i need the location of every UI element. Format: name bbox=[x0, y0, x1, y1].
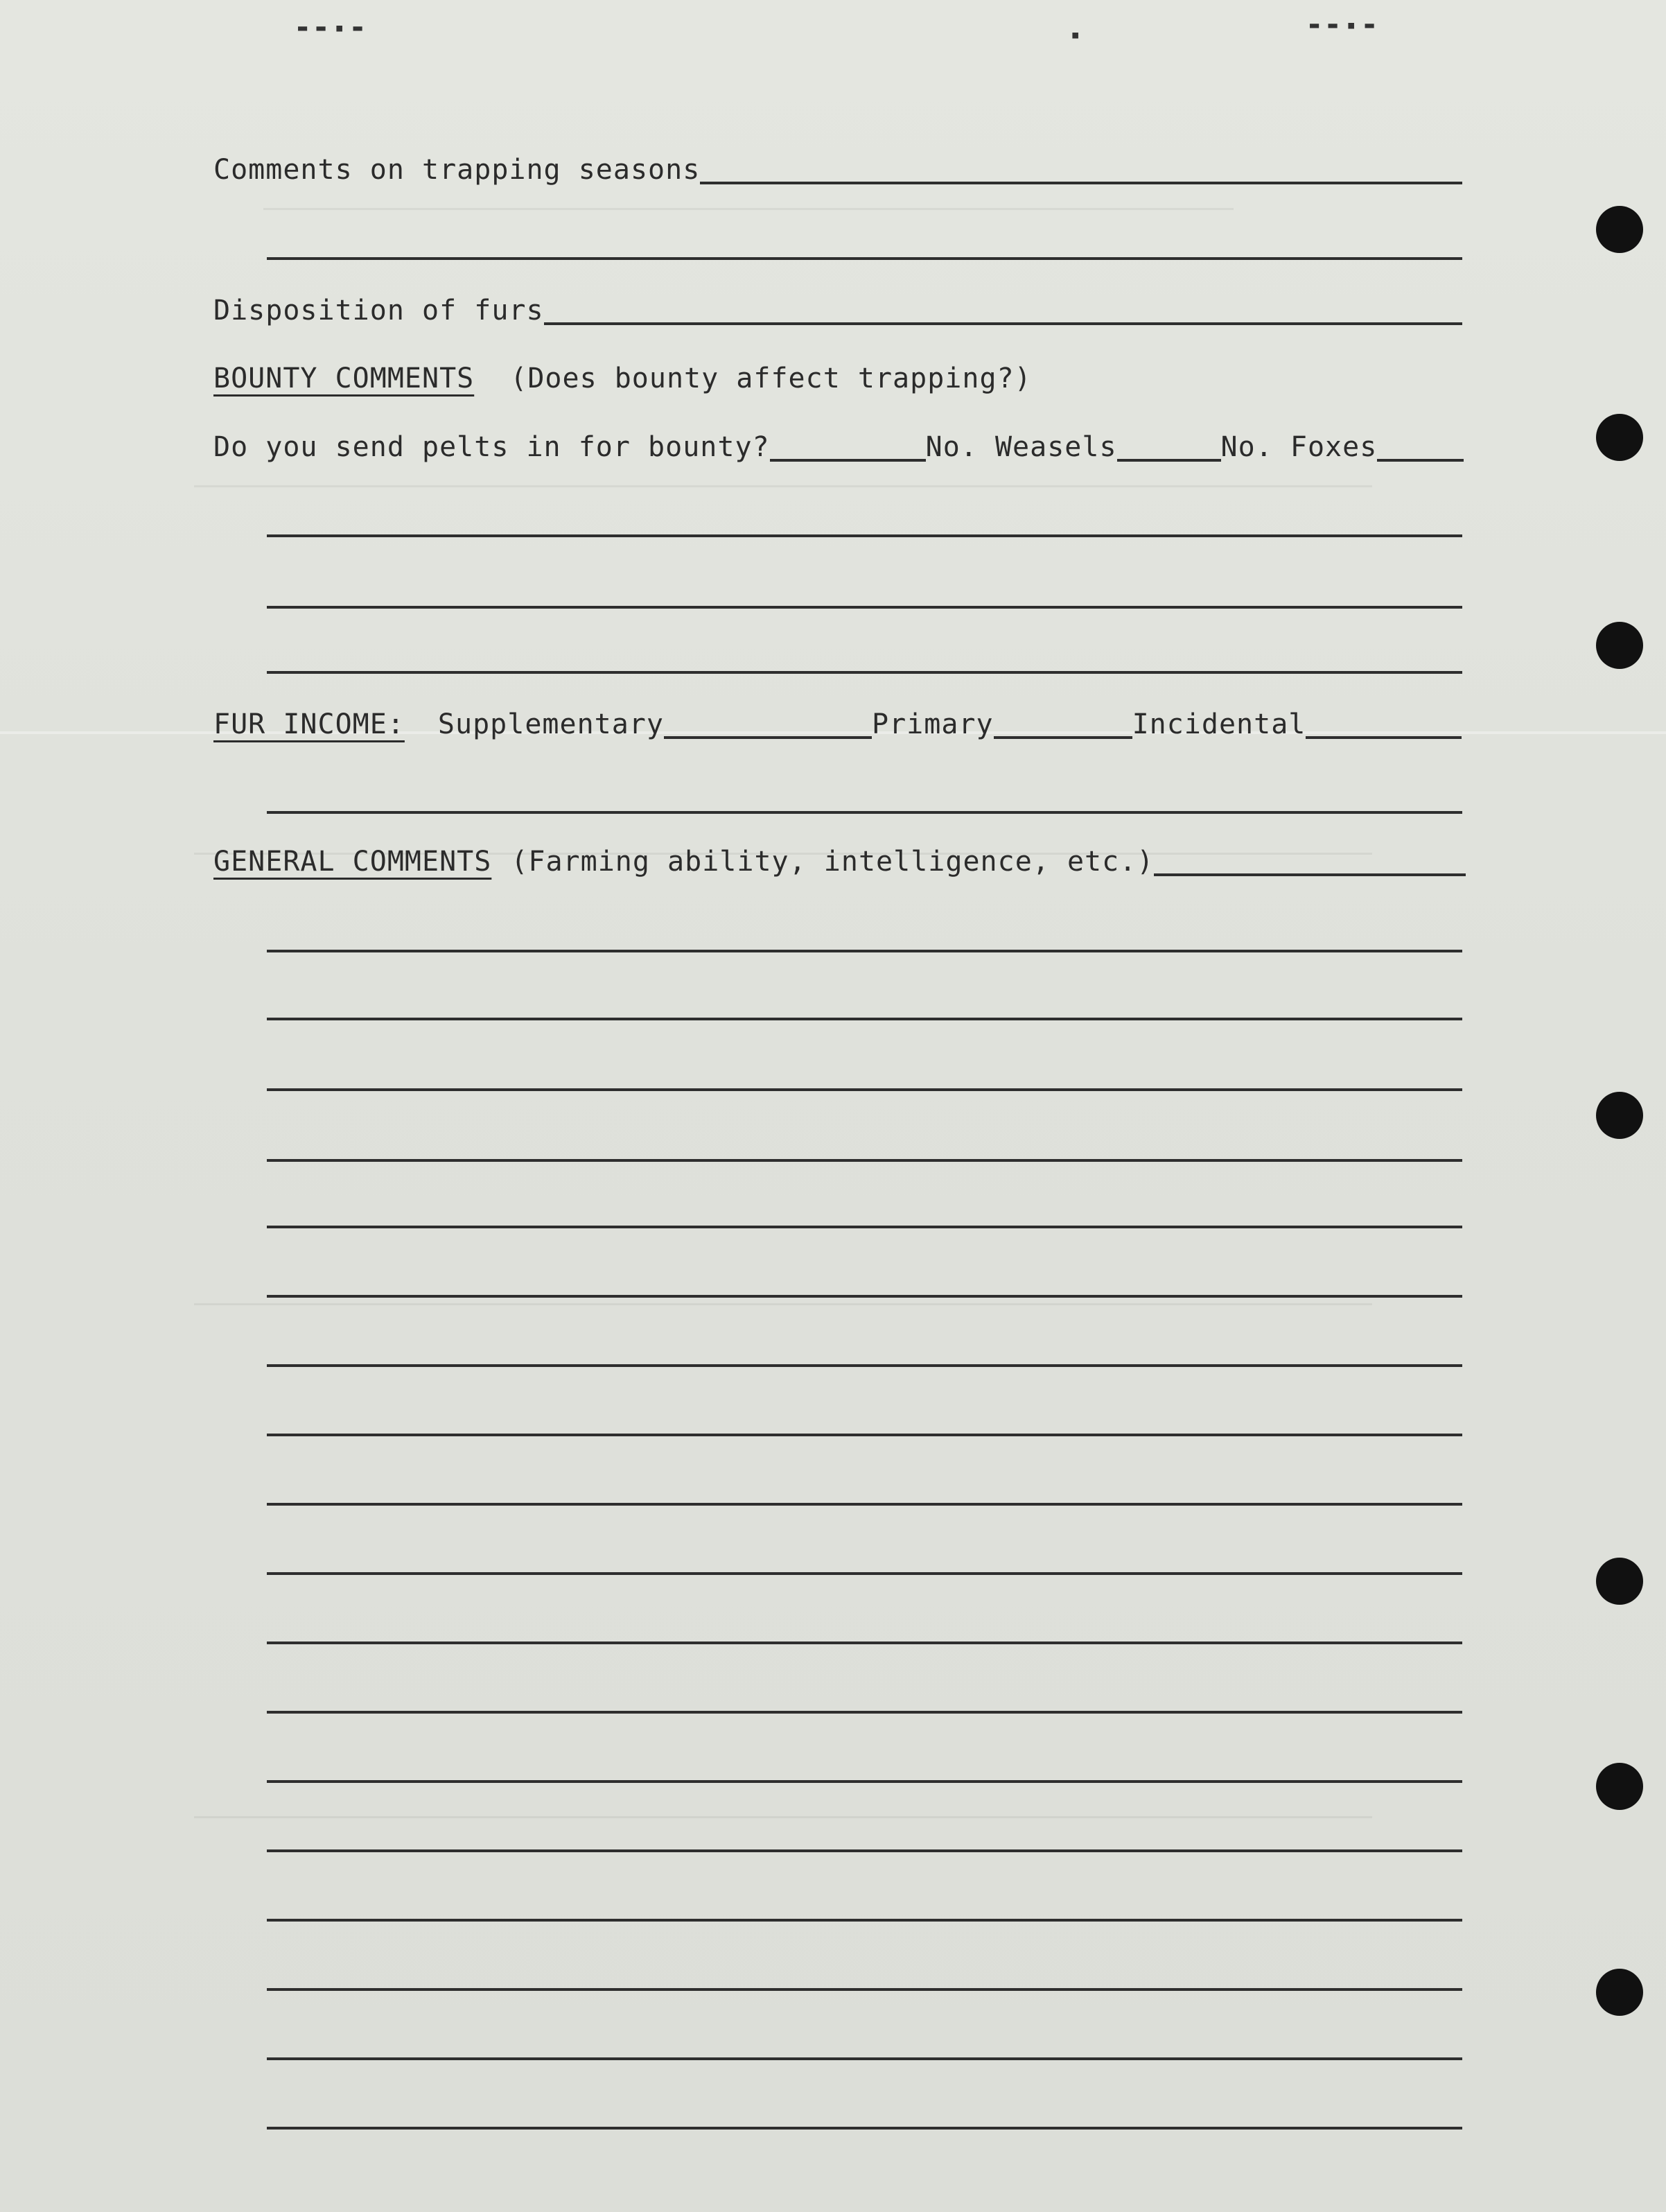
supplementary-field[interactable] bbox=[664, 735, 872, 739]
general-line[interactable] bbox=[267, 1295, 1462, 1298]
fur-income-line[interactable] bbox=[267, 811, 1462, 814]
trapping-seasons-row bbox=[213, 154, 1462, 186]
general-line[interactable] bbox=[267, 1159, 1462, 1162]
general-line[interactable] bbox=[267, 1088, 1462, 1091]
general-line[interactable] bbox=[267, 1364, 1462, 1367]
incidental-label: Incidental bbox=[1132, 708, 1306, 740]
general-line[interactable] bbox=[267, 1780, 1462, 1783]
general-line[interactable] bbox=[267, 2057, 1462, 2060]
send-pelts-label: Do you send pelts in for bounty? bbox=[213, 431, 770, 463]
weasels-field[interactable] bbox=[1117, 458, 1221, 462]
general-line[interactable] bbox=[267, 1434, 1462, 1436]
primary-label: Primary bbox=[871, 708, 994, 740]
general-line[interactable] bbox=[267, 1988, 1462, 1991]
general-line[interactable] bbox=[267, 1572, 1462, 1575]
punch-hole bbox=[1596, 206, 1643, 253]
trapping-seasons-field[interactable] bbox=[700, 181, 1462, 184]
foxes-label: No. Foxes bbox=[1220, 431, 1378, 463]
trapping-seasons-label: Comments on trapping seasons bbox=[213, 154, 701, 186]
general-line[interactable] bbox=[267, 1919, 1462, 1922]
disposition-row bbox=[213, 295, 1462, 326]
send-pelts-field[interactable] bbox=[770, 458, 926, 462]
bounty-line[interactable] bbox=[267, 534, 1462, 537]
general-line[interactable] bbox=[267, 1226, 1462, 1228]
fur-income-heading: FUR INCOME: bbox=[213, 708, 405, 740]
send-pelts-row bbox=[213, 431, 1464, 463]
punch-hole bbox=[1596, 1092, 1643, 1139]
edge-mark: ▪ bbox=[1071, 26, 1080, 44]
bounty-line[interactable] bbox=[267, 671, 1462, 674]
bounty-heading: BOUNTY COMMENTS bbox=[213, 363, 475, 394]
bounty-heading-row bbox=[213, 363, 1032, 394]
general-line[interactable] bbox=[267, 1711, 1462, 1714]
bleed-through-line bbox=[263, 208, 1234, 210]
bleed-through-line bbox=[194, 1816, 1372, 1818]
fur-income-row bbox=[213, 708, 1462, 740]
bounty-line[interactable] bbox=[267, 606, 1462, 609]
primary-field[interactable] bbox=[994, 735, 1132, 739]
general-heading: GENERAL COMMENTS bbox=[213, 846, 492, 878]
general-line[interactable] bbox=[267, 950, 1462, 952]
general-heading-row bbox=[213, 846, 1466, 878]
punch-hole bbox=[1596, 1969, 1643, 2016]
punch-hole bbox=[1596, 622, 1643, 669]
disposition-label: Disposition of furs bbox=[213, 295, 544, 326]
bleed-through-line bbox=[194, 1303, 1372, 1305]
trapping-seasons-line-2[interactable] bbox=[267, 257, 1462, 260]
disposition-field[interactable] bbox=[544, 322, 1462, 325]
incidental-field[interactable] bbox=[1306, 735, 1462, 739]
edge-mark: ▬ ▬ ▪ ▬ bbox=[298, 19, 362, 37]
general-line[interactable] bbox=[267, 1849, 1462, 1852]
general-question: (Farming ability, intelligence, etc.) bbox=[511, 846, 1155, 878]
foxes-field[interactable] bbox=[1377, 458, 1464, 462]
supplementary-label: Supplementary bbox=[437, 708, 664, 740]
general-field[interactable] bbox=[1154, 873, 1466, 876]
bounty-question: (Does bounty affect trapping?) bbox=[510, 363, 1032, 394]
punch-hole bbox=[1596, 1558, 1643, 1605]
punch-hole bbox=[1596, 1763, 1643, 1810]
general-line[interactable] bbox=[267, 1503, 1462, 1506]
punch-hole bbox=[1596, 414, 1643, 461]
weasels-label: No. Weasels bbox=[925, 431, 1117, 463]
general-line[interactable] bbox=[267, 1018, 1462, 1020]
edge-mark: ▬ ▬ ▪ ▬ bbox=[1310, 17, 1374, 34]
general-line[interactable] bbox=[267, 2127, 1462, 2130]
general-line[interactable] bbox=[267, 1641, 1462, 1644]
bleed-through-line bbox=[194, 485, 1372, 487]
